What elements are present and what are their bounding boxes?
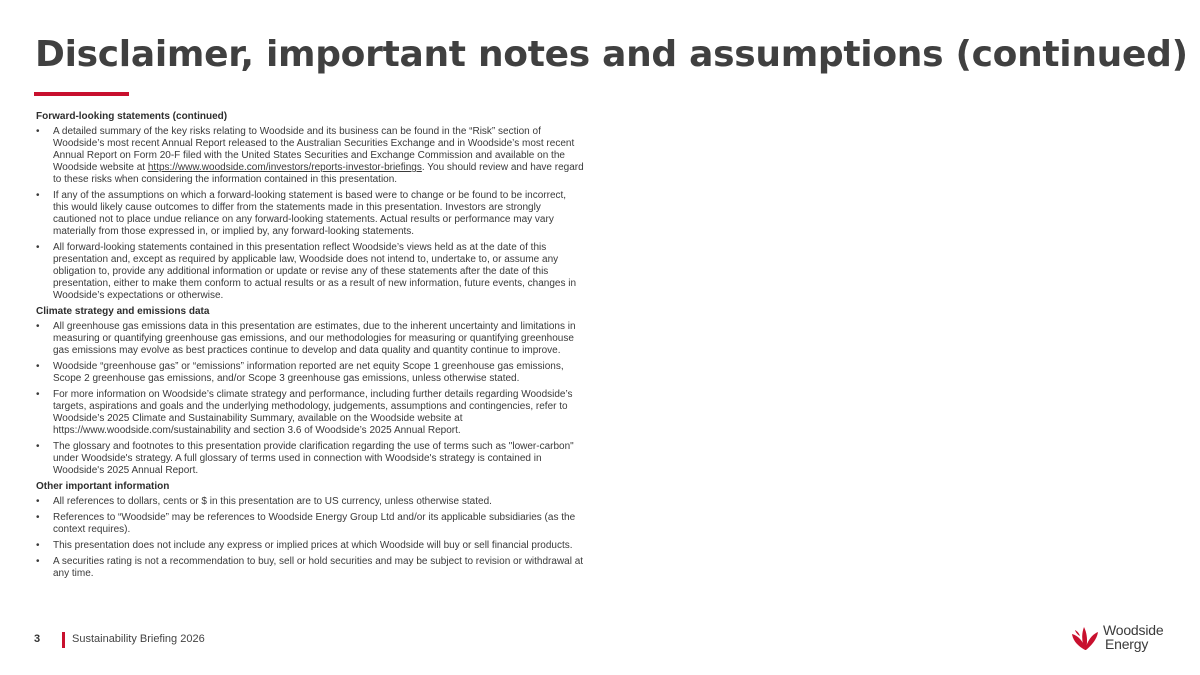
section-other-information	[36, 481, 584, 580]
bullet-icon: •	[36, 441, 40, 452]
bullet-text: The glossary and footnotes to this presentation provide clarification regarding the use of terms such as "lower-carbon" under Woodside's strategy. A full glossary of terms used in connection with Woodside's strategy is contained in Woodside's 2025 Annual Report.	[53, 441, 574, 476]
bullet-icon: •	[36, 361, 40, 372]
bullet-text: A detailed summary of the key risks relating to Woodside and its business can be found in the “Risk” section of Woodside’s most recent Annual Report released to the Australian Securities Exchange and in Woodside’s most recent Annual Report on Form 20-F filed with the United States Securities and Exchange Commission and available on the Woodside website at	[53, 126, 575, 173]
list-item	[36, 126, 584, 186]
list-item	[36, 361, 584, 385]
list-item	[36, 321, 584, 357]
bullet-icon: •	[36, 321, 40, 332]
bullet-text: All forward-looking statements contained in this presentation reflect Woodside’s views held as at the date of this presentation and, except as required by applicable law, Woodside does not intend to, undertake to, or assume any obligation to, provide any additional information or update or revise any of these statements after the date of this presentation, either to make them conform to actual results or as a result of new information, future events, changes in Woodside’s expectations or otherwise.	[53, 242, 577, 301]
bullet-list	[36, 321, 584, 477]
list-item	[36, 496, 584, 508]
logo-line-2: Energy	[1105, 636, 1149, 652]
bullet-text: A securities rating is not a recommendation to buy, sell or hold securities and may be subject to revision or withdrawal at any time.	[53, 556, 584, 579]
list-item	[36, 556, 584, 580]
section-heading: Other important information	[36, 481, 170, 492]
bullet-icon: •	[36, 190, 40, 201]
bullet-icon: •	[36, 512, 40, 523]
bullet-list	[36, 496, 584, 580]
bullet-text: This presentation does not include any express or implied prices at which Woodside will buy or sell financial products.	[53, 540, 573, 551]
section-climate-strategy	[36, 306, 584, 477]
investor-briefings-link[interactable]: https://www.woodside.com/investors/reports-investor-briefings	[147, 162, 422, 173]
bullet-text: All references to dollars, cents or $ in this presentation are to US currency, unless otherwise stated.	[53, 496, 492, 507]
list-item	[36, 242, 584, 302]
bullet-text: Woodside “greenhouse gas” or “emissions” information reported are net equity Scope 1 greenhouse gas emissions, Scope 2 greenhouse gas emissions, and/or Scope 3 greenhouse gas emissions, unless otherwise stated.	[53, 361, 564, 384]
list-item	[36, 540, 584, 552]
logo-wordmark	[1103, 623, 1163, 651]
section-heading: Climate strategy and emissions data	[36, 306, 210, 317]
bullet-list	[36, 126, 584, 302]
list-item	[36, 190, 584, 238]
bullet-text: For more information on Woodside’s climate strategy and performance, including further details regarding Woodside’s targets, aspirations and goals and the underlying methodology, judgements, assumptions and contingencies, refer to Woodside’s 2025 Climate and Sustainability Summary, available on the Woodside website at https://www.woodside.com/sustainability and section 3.6 of Woodside’s 2025 Annual Report.	[53, 389, 573, 436]
section-heading: Forward-looking statements (continued)	[36, 111, 228, 122]
section-forward-looking	[36, 111, 584, 302]
bullet-icon: •	[36, 389, 40, 400]
title-accent-rule	[34, 92, 129, 96]
bullet-text: If any of the assumptions on which a forward-looking statement is based were to change or be found to be incorrect, this would likely cause outcomes to differ from the statements made in this presentation. Investors are strongly cautioned not to place undue reliance on any forward-looking statements. Actual results or performance may vary materially from those expressed in, or implied by, any forward-looking statements.	[53, 190, 567, 237]
list-item	[36, 389, 584, 437]
woodside-flower-icon	[1070, 624, 1100, 652]
list-item	[36, 512, 584, 536]
page-title: Disclaimer, important notes and assumptions (continued)	[35, 34, 1188, 75]
bullet-text: All greenhouse gas emissions data in this presentation are estimates, due to the inherent uncertainty and limitations in measuring or quantifying greenhouse gas emissions, and our methodologies for measuring or quantifying greenhouse gas emissions may evolve as best practices continue to develop and data quality and quantity continue to improve.	[53, 321, 576, 356]
bullet-icon: •	[36, 540, 40, 551]
bullet-icon: •	[36, 242, 40, 253]
footer-doc-title: Sustainability Briefing 2026	[72, 633, 205, 645]
bullet-text: . You should review and have regard to these risks when considering the information contained in this presentation.	[53, 162, 584, 185]
logo-line-1: Woodside	[1103, 622, 1164, 638]
bullet-icon: •	[36, 496, 40, 507]
list-item	[36, 441, 584, 477]
page-number: 3	[34, 633, 41, 645]
bullet-text: References to “Woodside” may be references to Woodside Energy Group Ltd and/or its applicable subsidiaries (as the context requires).	[53, 512, 576, 535]
footer-divider	[62, 632, 65, 648]
disclaimer-body	[36, 111, 584, 584]
bullet-icon: •	[36, 126, 40, 137]
woodside-energy-logo	[1070, 622, 1170, 654]
bullet-icon: •	[36, 556, 40, 567]
